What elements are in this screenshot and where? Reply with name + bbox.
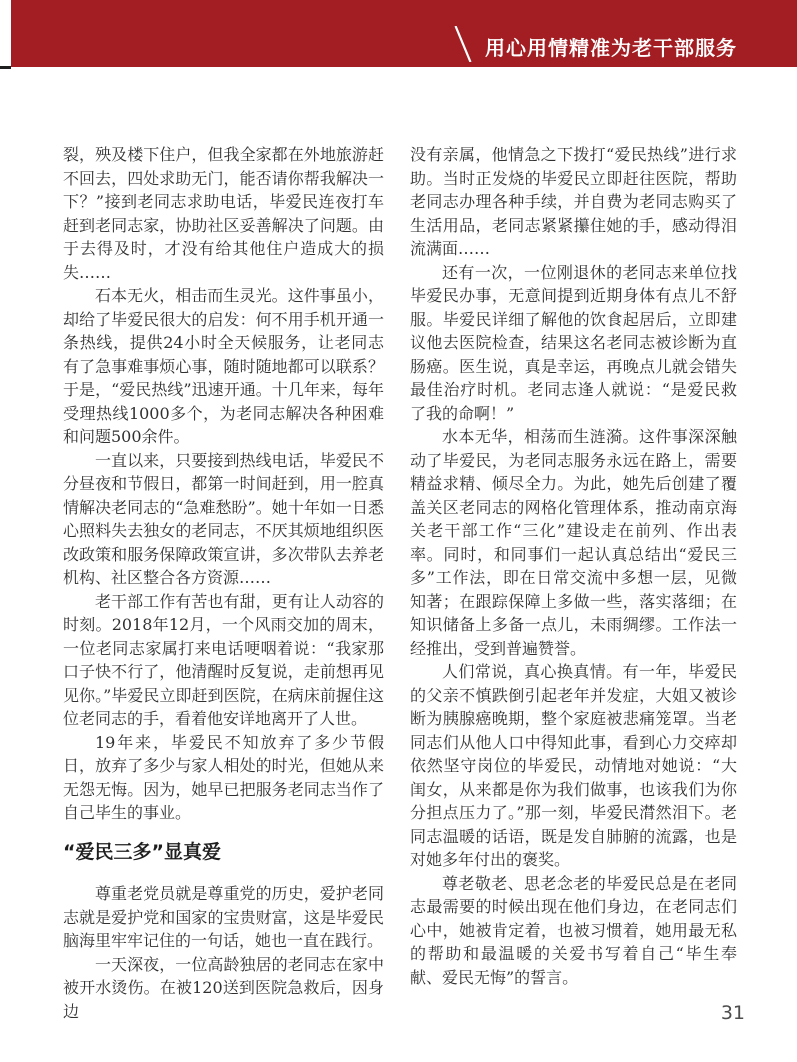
paragraph: 石本无火，相击而生灵光。这件事虽小，却给了毕爱民很大的启发：何不用手机开通一条热线，提供24小时全天候服务，让老同志有了急事难事烦心事，随时随地都可以联系？于是，“爱民热线”迅速开通。十几年来，每年受理热线1000多个，为老同志解决各种困难和问题500余件。	[63, 286, 384, 446]
paragraph: 一直以来，只要接到热线电话，毕爱民不分昼夜和节假日，都第一时间赶到，用一腔真情解决老同志的“急难愁盼”。她十年如一日悉心照料失去独女的老同志，不厌其烦地组织医改政策和服务保障政策宣讲，多次带队去养老机构、社区整合各方资源……	[63, 450, 384, 587]
page-number: 31	[720, 1002, 745, 1024]
paragraph: 老干部工作有苦也有甜，更有让人动容的时刻。2018年12月，一个风雨交加的周末，一位老同志家属打来电话哽咽着说：“我家那口子快不行了，他清醒时反复说，走前想再见见你。”毕爱民立即赶到医院，在病床前握住这位老同志的手，看着他安详地离开了人世。	[63, 591, 384, 728]
header-banner	[11, 0, 797, 67]
header-banner-content	[454, 30, 737, 62]
corner-tick-mark	[0, 66, 11, 69]
paragraph: 尊老敬老、思老念老的毕爱民总是在老同志最需要的时候出现在他们身边，在老同志们心中，她被肯定着，也被习惯着，她用最无私的帮助和最温暖的关爱书写着自己“毕生奉献、爱民无悔”的誓言。	[410, 873, 737, 987]
section-subheading: “爱民三多”显真爱	[63, 840, 221, 863]
paragraph: 一天深夜，一位高龄独居的老同志在家中被开水烫伤。在被120送到医院急救后，因身边	[63, 954, 384, 1021]
paragraph: 尊重老党员就是尊重党的历史，爱护老同志就是爱护党和国家的宝贵财富，这是毕爱民脑海里牢牢记住的一句话，她也一直在践行。	[63, 884, 384, 951]
paragraph: 19年来，毕爱民不知放弃了多少节假日，放弃了多少与家人相处的时光，但她从来无怨无悔。因为，她早已把服务老同志当作了自己毕生的事业。	[63, 732, 384, 822]
paragraph: 水本无华，相荡而生涟漪。这件事深深触动了毕爱民，为老同志服务永远在路上，需要精益求精、倾尽全力。为此，她先后创建了覆盖关区老同志的网格化管理体系，推动南京海关老干部工作“三化”建设走在前列、作出表率。同时，和同事们一起认真总结出“爱民三多”工作法，即在日常交流中多想一层，见微知著；在跟踪保障上多做一些，落实落细；在知识储备上多备一点儿，未雨绸缪。工作法一经推出，受到普遍赞誉。	[410, 427, 737, 658]
left-text-column	[63, 143, 384, 1023]
right-text-column	[410, 143, 737, 989]
diagonal-slash-icon	[454, 26, 472, 62]
paragraph: 还有一次，一位刚退休的老同志来单位找毕爱民办事，无意间提到近期身体有点儿不舒服。毕爱民详细了解他的饮食起居后，立即建议他去医院检查，结果这名老同志被诊断为直肠癌。医生说，真是幸运，再晚点儿就会错失最佳治疗时机。老同志逢人就说：“是爱民救了我的命啊！”	[410, 262, 737, 423]
paragraph: 没有亲属，他情急之下拨打“爱民热线”进行求助。当时正发烧的毕爱民立即赶往医院，帮助老同志办理各种手续，并自费为老同志购买了生活用品，老同志紧紧攥住她的手，感动得泪流满面……	[410, 145, 737, 258]
paragraph: 人们常说，真心换真情。有一年，毕爱民的父亲不慎跌倒引起老年并发症，大姐又被诊断为胰腺癌晚期，整个家庭被悲痛笼罩。当老同志们从他人口中得知此事，看到心力交瘁却依然坚守岗位的毕爱民，动情地对她说：“大闺女，从来都是你为我们做事，也该我们为你分担点压力了。”那一刻，毕爱民潸然泪下。老同志温暖的话语，既是发自肺腑的流露，也是对她多年付出的褒奖。	[410, 662, 737, 869]
paragraph: 裂，殃及楼下住户，但我全家都在外地旅游赶不回去，四处求助无门，能否请你帮我解决一下？”接到老同志求助电话，毕爱民连夜打车赶到老同志家，协助社区妥善解决了问题。由于去得及时，才没有给其他住户造成大的损失……	[63, 145, 384, 282]
page-header-title: 用心用情精准为老干部服务	[485, 35, 737, 60]
